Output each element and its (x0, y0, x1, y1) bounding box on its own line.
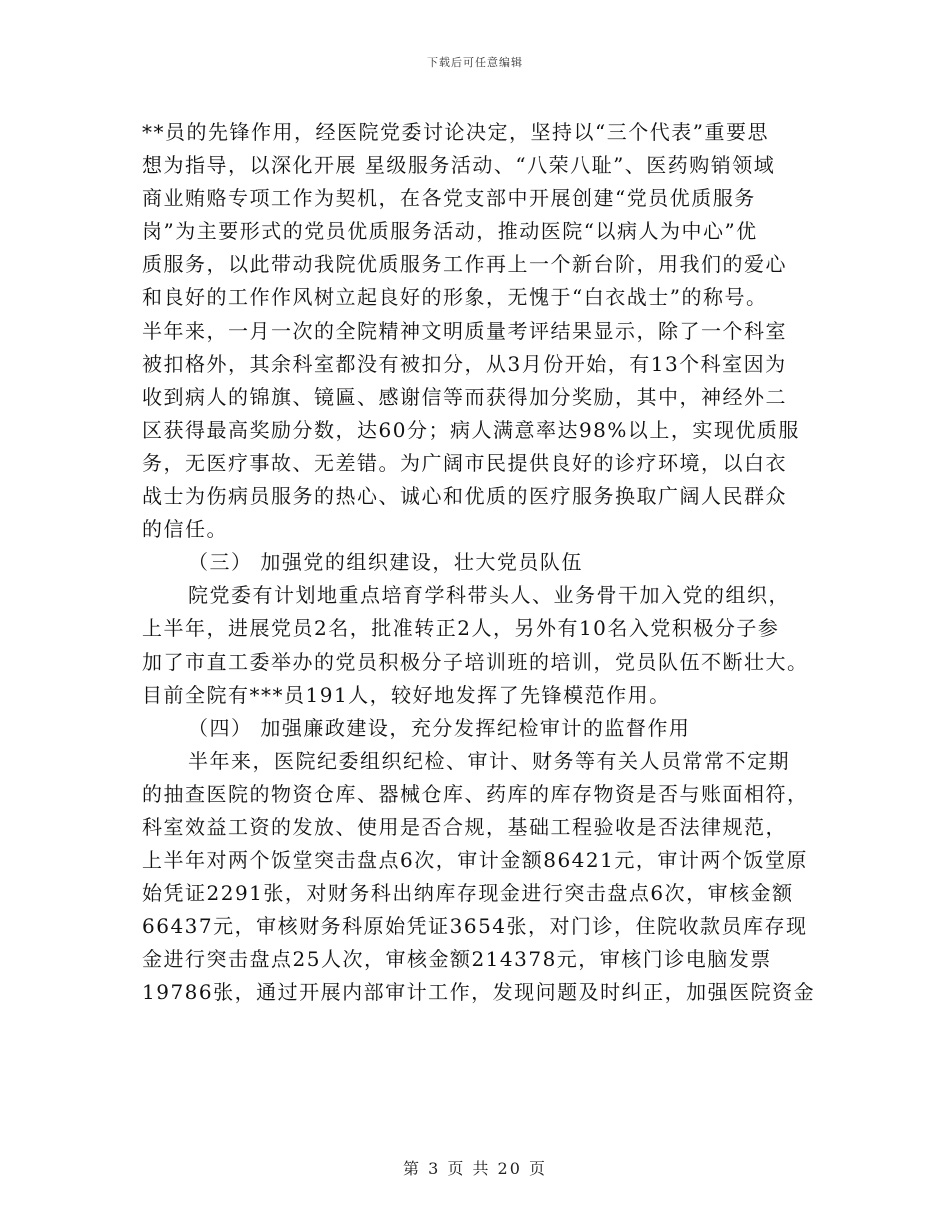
paragraph-line: 被扣格外，其余科室都没有被扣分，从3月份开始，有13个科室因为 (142, 351, 787, 376)
paragraph-line: 半年来，医院纪委组织纪检、审计、财务等有关人员常常不定期 (188, 748, 790, 773)
paragraph-line: 半年来，一月一次的全院精神文明质量考评结果显示，除了一个科室 (142, 318, 787, 343)
paragraph-line: 上半年，进展党员2名，批准转正2人，另外有10名入党积极分子参 (142, 616, 780, 641)
paragraph-line: 想为指导，以深化开展 星级服务活动、“八荣八耻”、医药购销领域 (142, 153, 776, 178)
section-heading-4: （四） 加强廉政建设，充分发挥纪检审计的监督作用 (188, 715, 691, 740)
paragraph-line: **员的先锋作用，经医院党委讨论决定，坚持以“三个代表”重要思 (142, 120, 769, 144)
paragraph-line: 加了市直工委举办的党员积极分子培训班的培训，党员队伍不断壮大。 (142, 649, 809, 674)
paragraph-line: 科室效益工资的发放、使用是否合规，基础工程验收是否法律规范， (142, 814, 787, 839)
paragraph-line: 上半年对两个饭堂突击盘点6次，审计金额86421元，审计两个饭堂原 (142, 848, 808, 873)
document-body (142, 116, 816, 1010)
paragraph-line: 19786张，通过开展内部审计工作，发现问题及时纠正，加强医院资金 (142, 980, 816, 1005)
paragraph-line: 院党委有计划地重点培育学科带头人、业务骨干加入党的组织， (188, 583, 790, 608)
paragraph-line: 质服务，以此带动我院优质服务工作再上一个新台阶，用我们的爱心 (142, 252, 787, 277)
paragraph-line: 的抽查医院的物资仓库、器械仓库、药库的库存物资是否与账面相符， (142, 781, 809, 806)
paragraph-line: 始凭证2291张，对财务科出纳库存现金进行突击盘点6次，审核金额 (142, 881, 794, 906)
paragraph-line: 和良好的工作作风树立起良好的形象，无愧于“白衣战士”的称号。 (142, 285, 768, 310)
section-heading-3: （三） 加强党的组织建设，壮大党员队伍 (188, 550, 583, 575)
paragraph-line: 商业贿赂专项工作为契机，在各党支部中开展创建“党员优质服务 (142, 186, 756, 211)
page-number-footer: 第 3 页 共 20 页 (403, 1159, 547, 1178)
paragraph-line: 收到病人的锦旗、镜匾、感谢信等而获得加分奖励，其中，神经外二 (142, 384, 787, 409)
paragraph-line: 金进行突击盘点25人次，审核金额214378元，审核门诊电脑发票 (142, 947, 772, 972)
paragraph-line: 战士为伤病员服务的热心、诚心和优质的医疗服务换取广阔人民群众 (142, 484, 787, 509)
paragraph-line: 区获得最高奖励分数，达60分；病人满意率达98%以上，实现优质服 (142, 417, 800, 442)
paragraph-line: 的信任。 (142, 517, 228, 542)
paragraph-line: 目前全院有***员191人，较好地发挥了先锋模范作用。 (142, 682, 671, 707)
paragraph-line: 66437元，审核财务科原始凭证3654张，对门诊，住院收款员库存现 (142, 914, 808, 939)
paragraph-line: 岗”为主要形式的党员优质服务活动，推动医院“以病人为中心”优 (142, 219, 758, 244)
page-header-note: 下载后可任意编辑 (427, 56, 523, 69)
paragraph-line: 务，无医疗事故、无差错。为广阔市民提供良好的诊疗环境，以白衣 (142, 450, 787, 475)
